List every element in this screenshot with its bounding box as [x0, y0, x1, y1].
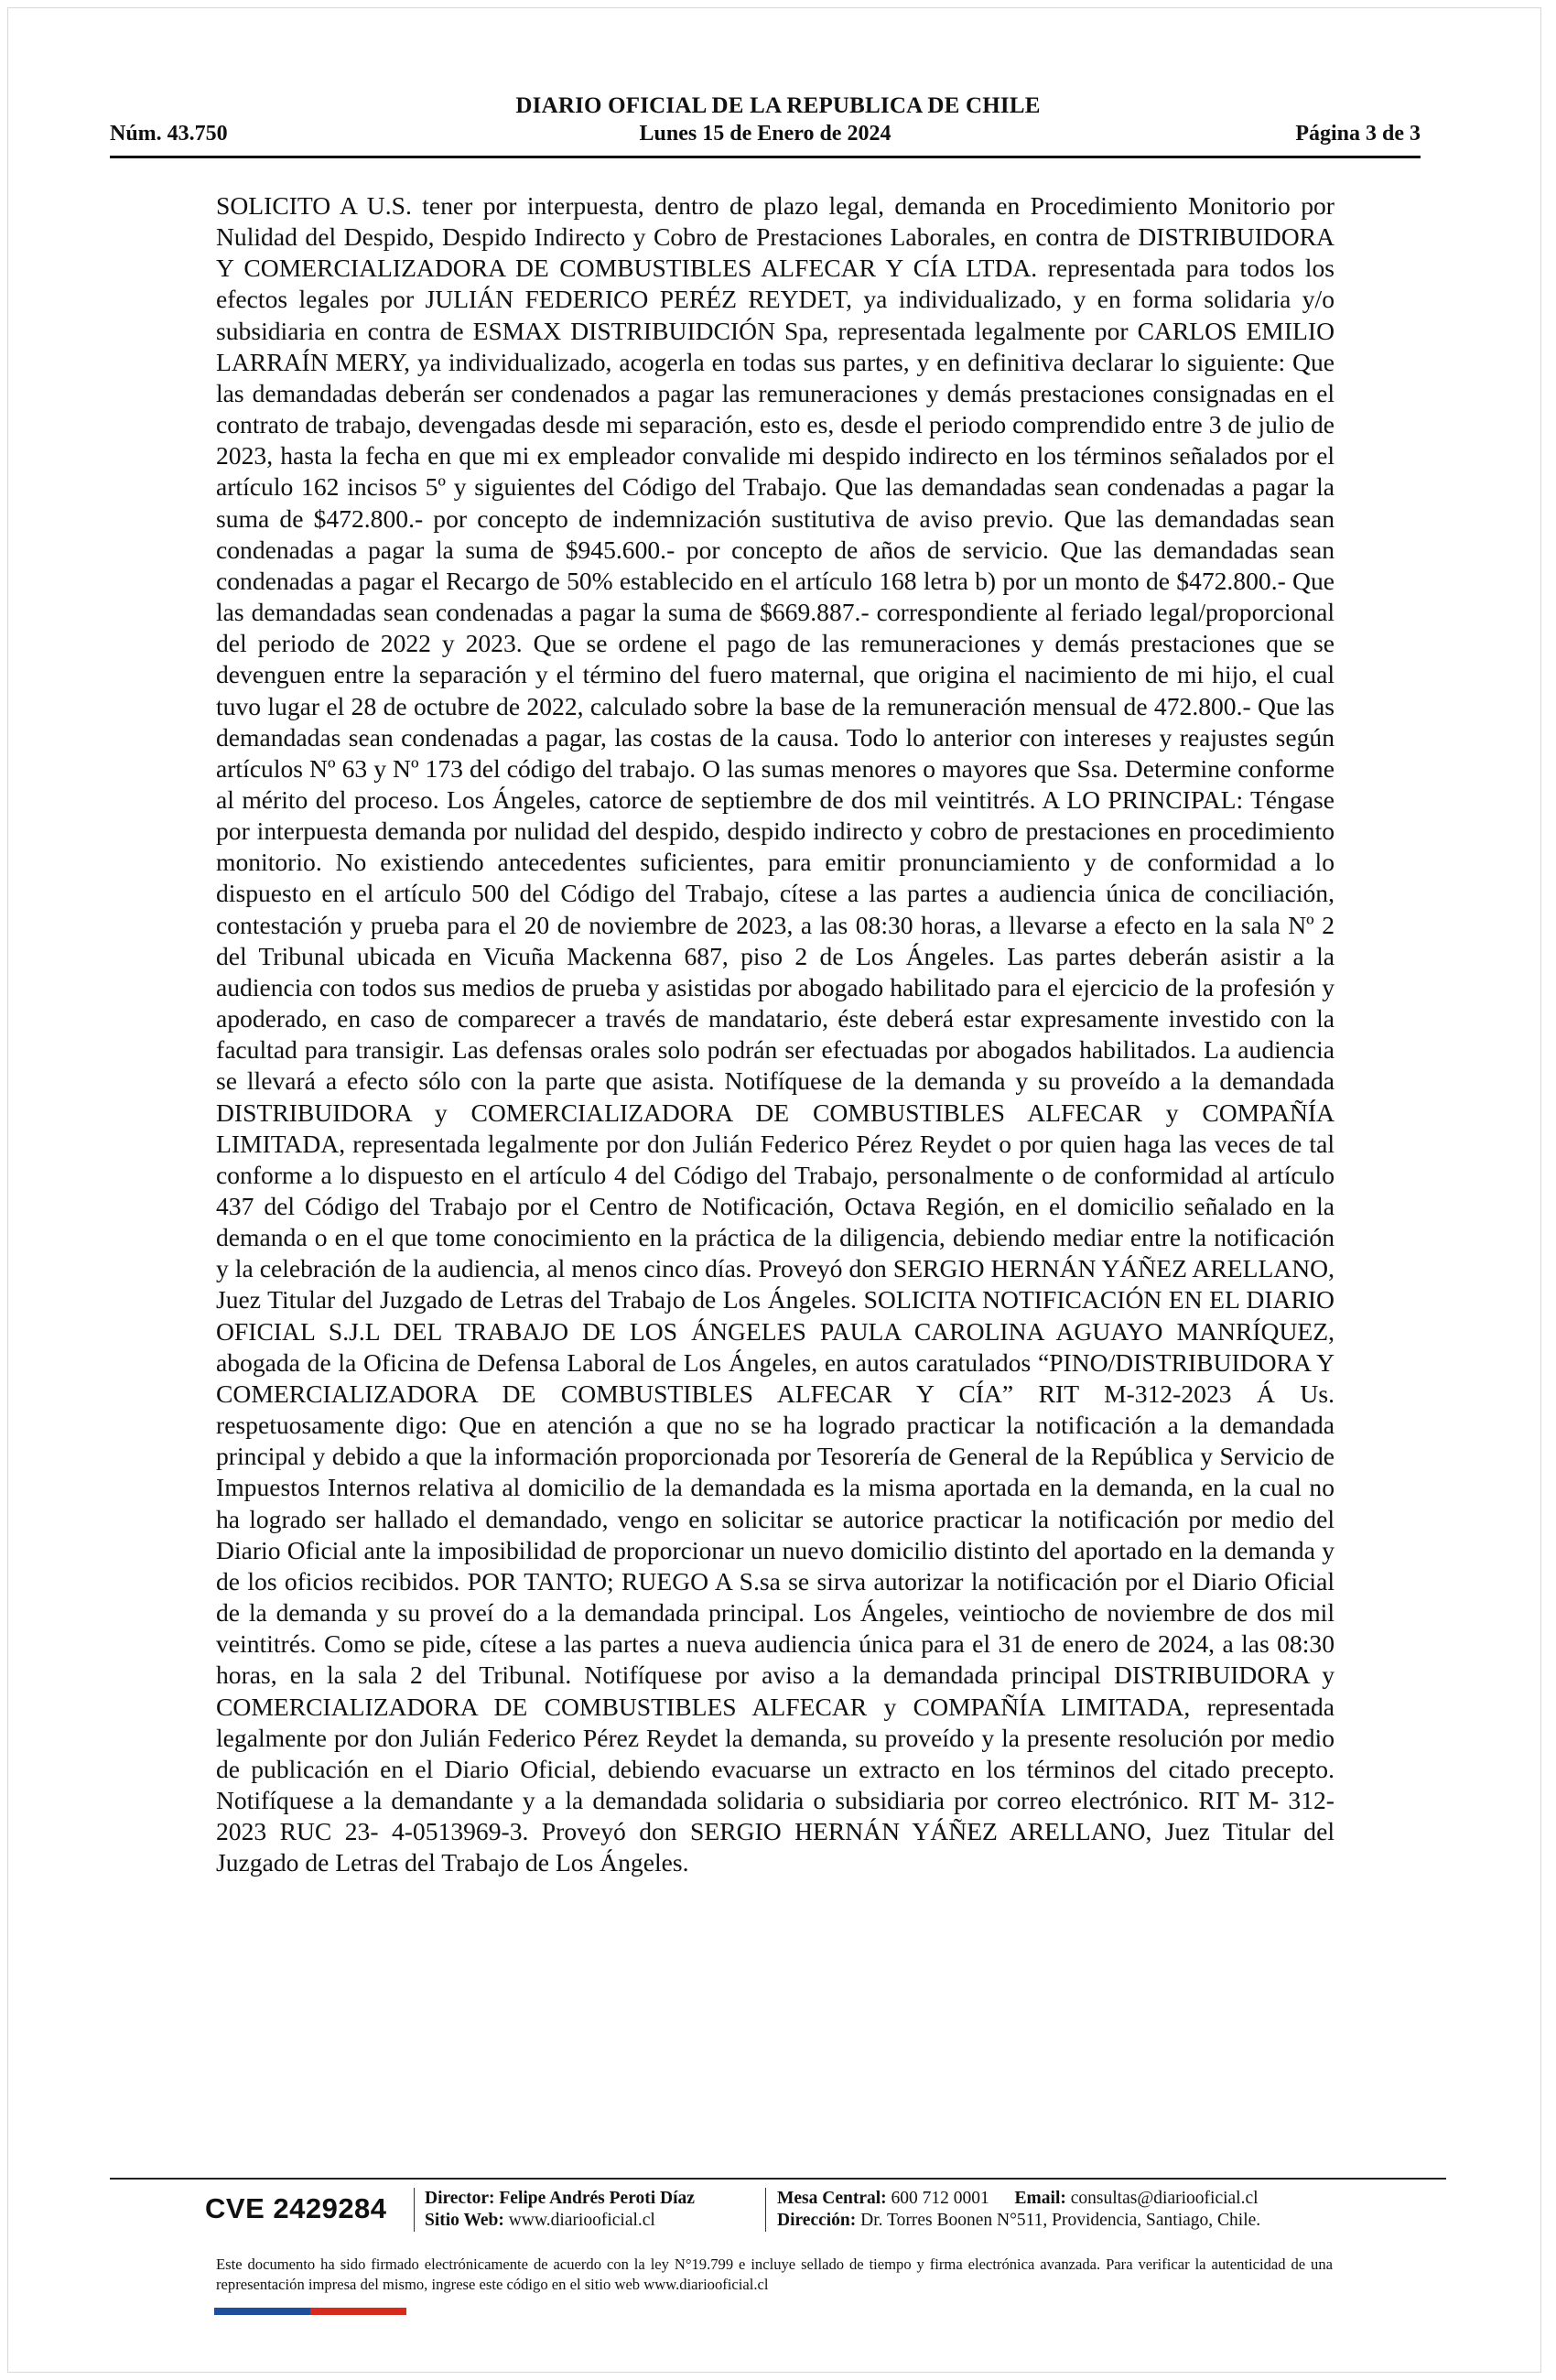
issue-date: Lunes 15 de Enero de 2024 [639, 122, 891, 146]
address-line [777, 2210, 1260, 2232]
contact-line [777, 2188, 1260, 2210]
address-value: Dr. Torres Boonen N°511, Providencia, Santiago, Chile. [860, 2211, 1261, 2230]
website-label: Sitio Web: [425, 2211, 504, 2230]
flag-stripe [214, 2308, 406, 2315]
issue-number: Núm. 43.750 [110, 122, 228, 146]
notice-body: SOLICITO A U.S. tener por interpuesta, dentro de plazo legal, demanda en Procedimiento Monitorio por Nulidad del Despido, Despido Indirecto y Cobro de Prestaciones Laborales, en contra de DISTRIBUIDORA Y COMERCIALIZADORA DE COMBUSTIBLES ALFECAR Y CÍA LTDA. representada para todos los efectos legales por JULIÁN FEDERICO PERÉZ REYDET, ya individualizado, y en forma solidaria y/o subsidiaria en contra de ESMAX DISTRIBUIDCIÓN Spa, representada legalmente por CARLOS EMILIO LARRAÍN MERY, ya individualizado, acogerla en todas sus partes, y en definitiva declarar lo siguiente: Que las demandadas deberán ser condenados a pagar las remuneraciones y demás prestaciones consignadas en el contrato de trabajo, devengadas desde mi separación, esto es, desde el periodo comprendido entre 3 de julio de 2023, hasta la fecha en que mi ex empleador convalide mi despido indirecto en los términos señalados por el artículo 162 incisos 5º y siguientes del Código del Trabajo. Que las demandadas sean condenadas a pagar la suma de $472.800.- por concepto de indemnización sustitutiva de aviso previo. Que las demandadas sean condenadas a pagar la suma de $945.600.- por concepto de años de servicio. Que las demandadas sean condenadas a pagar el Recargo de 50% establecido en el artículo 168 letra b) por un monto de $472.800.- Que las demandadas sean condenadas a pagar la suma de $669.887.- correspondiente al feriado legal/proporcional del periodo de 2022 y 2023. Que se ordene el pago de las remuneraciones y demás prestaciones que se devenguen entre la separación y el término del fuero maternal, que origina el nacimiento de mi hijo, el cual tuvo lugar el 28 de octubre de 2022, calculado sobre la base de la remuneración mensual de 472.800.- Que las demandadas sean condenadas a pagar, las costas de la causa. Todo lo anterior con intereses y reajustes según artículos Nº 63 y Nº 173 del código del trabajo. O las sumas menores o mayores que Ssa. Determine conforme al mérito del proceso. Los Ángeles, catorce de septiembre de dos mil veintitrés. A LO PRINCIPAL: Téngase por interpuesta demanda por nulidad del despido, despido indirecto y cobro de prestaciones en procedimiento monitorio. No existiendo antecedentes suficientes, para emitir pronunciamiento y de conformidad a lo dispuesto en el artículo 500 del Código del Trabajo, cítese a las partes a audiencia única de conciliación, contestación y prueba para el 20 de noviembre de 2023, a las 08:30 horas, a llevarse a efecto en la sala Nº 2 del Tribunal ubicada en Vicuña Mackenna 687, piso 2 de Los Ángeles. Las partes deberán asistir a la audiencia con todos sus medios de prueba y asistidas por abogado habilitado para el ejercicio de la profesión y apoderado, en caso de comparecer a través de mandatario, éste deberá estar expresamente investido con la facultad para transigir. Las defensas orales solo podrán ser efectuadas por abogados habilitados. La audiencia se llevará a efecto sólo con la parte que asista. Notifíquese de la demanda y su proveído a la demandada DISTRIBUIDORA y COMERCIALIZADORA DE COMBUSTIBLES ALFECAR y COMPAÑÍA LIMITADA, representada legalmente por don Julián Federico Pérez Reydet o por quien haga las veces de tal conforme a lo dispuesto en el artículo 4 del Código del Trabajo, personalmente o de conformidad al artículo 437 del Código del Trabajo por el Centro de Notificación, Octava Región, en el domicilio señalado en la demanda o en el que tome conocimiento en la práctica de la diligencia, debiendo mediar entre la notificación y la celebración de la audiencia, al menos cinco días. Proveyó don SERGIO HERNÁN YÁÑEZ ARELLANO, Juez Titular del Juzgado de Letras del Trabajo de Los Ángeles. SOLICITA NOTIFICACIÓN EN EL DIARIO OFICIAL S.J.L DEL TRABAJO DE LOS ÁNGELES PAULA CAROLINA AGUAYO MANRÍQUEZ, abogada de la Oficina de Defensa Laboral de Los Ángeles, en autos caratulados “PINO/DISTRIBUIDORA Y COMERCIALIZADORA DE COMBUSTIBLES ALFECAR Y CÍA” RIT M-312-2023 Á Us. respetuosamente digo: Que en atención a que no se ha logrado practicar la notificación a la demandada principal y debido a que la información proporcionada por Tesorería de General de la República y Servicio de Impuestos Internos relativa al domicilio de la demandada es la misma aportada en la demanda, en la cual no ha logrado ser hallado el demandado, vengo en solicitar se autorice practicar la notificación por medio del Diario Oficial ante la imposibilidad de proporcionar un nuevo domicilio distinto del aportado en la demanda y de los oficios recibidos. POR TANTO; RUEGO A S.sa se sirva autorizar la notificación por el Diario Oficial de la demanda y su proveí do a la demandada principal. Los Ángeles, veintiocho de noviembre de dos mil veintitrés. Como se pide, cítese a las partes a nueva audiencia única para el 31 de enero de 2024, a las 08:30 horas, en la sala 2 del Tribunal. Notifíquese por aviso a la demandada principal DISTRIBUIDORA y COMERCIALIZADORA DE COMBUSTIBLES ALFECAR y COMPAÑÍA LIMITADA, representada legalmente por don Julián Federico Pérez Reydet la demanda, su proveído y la presente resolución por medio de publicación en el Diario Oficial, debiendo evacuarse un extracto en los términos del citado precepto. Notifíquese a la demandante y a la demandada solidaria o subsidiaria por correo electrónico. RIT M- 312-2023 RUC 23- 4-0513969-3. Proveyó don SERGIO HERNÁN YÁÑEZ ARELLANO, Juez Titular del Juzgado de Letras del Trabajo de Los Ángeles. [216, 191, 1334, 1877]
website-line [425, 2210, 695, 2232]
director-line [425, 2188, 695, 2210]
legal-notice: Este documento ha sido firmado electrónicamente de acuerdo con la ley N°19.799 e incluye sellado de tiempo y firma electrónica avanzada. Para verificar la autenticidad de una representación impresa del mismo, ingrese este código en el sitio web www.diariooficial.cl [216, 2256, 1333, 2293]
footer-divider [110, 2178, 1446, 2180]
header-divider [110, 156, 1421, 158]
cve-code: CVE 2429284 [205, 2192, 387, 2224]
footer-separator [765, 2188, 766, 2232]
footer-director-block [425, 2188, 695, 2232]
flag-stripe-blue [214, 2308, 310, 2315]
email-label: Email: [1014, 2189, 1066, 2208]
director-label: Director: [425, 2189, 495, 2208]
header-row [110, 122, 1421, 149]
flag-stripe-red [310, 2308, 406, 2315]
page-number: Página 3 de 3 [1295, 122, 1421, 146]
phone-value: 600 712 0001 [891, 2189, 989, 2208]
director-name: Felipe Andrés Peroti Díaz [499, 2189, 695, 2208]
website-link[interactable]: www.diariooficial.cl [508, 2211, 655, 2230]
address-label: Dirección: [777, 2211, 857, 2230]
phone-label: Mesa Central: [777, 2189, 887, 2208]
footer-separator [414, 2188, 415, 2232]
footer-contact-block [777, 2188, 1260, 2232]
email-link[interactable]: consultas@diariooficial.cl [1070, 2189, 1259, 2208]
page-title: DIARIO OFICIAL DE LA REPUBLICA DE CHILE [515, 93, 1041, 118]
